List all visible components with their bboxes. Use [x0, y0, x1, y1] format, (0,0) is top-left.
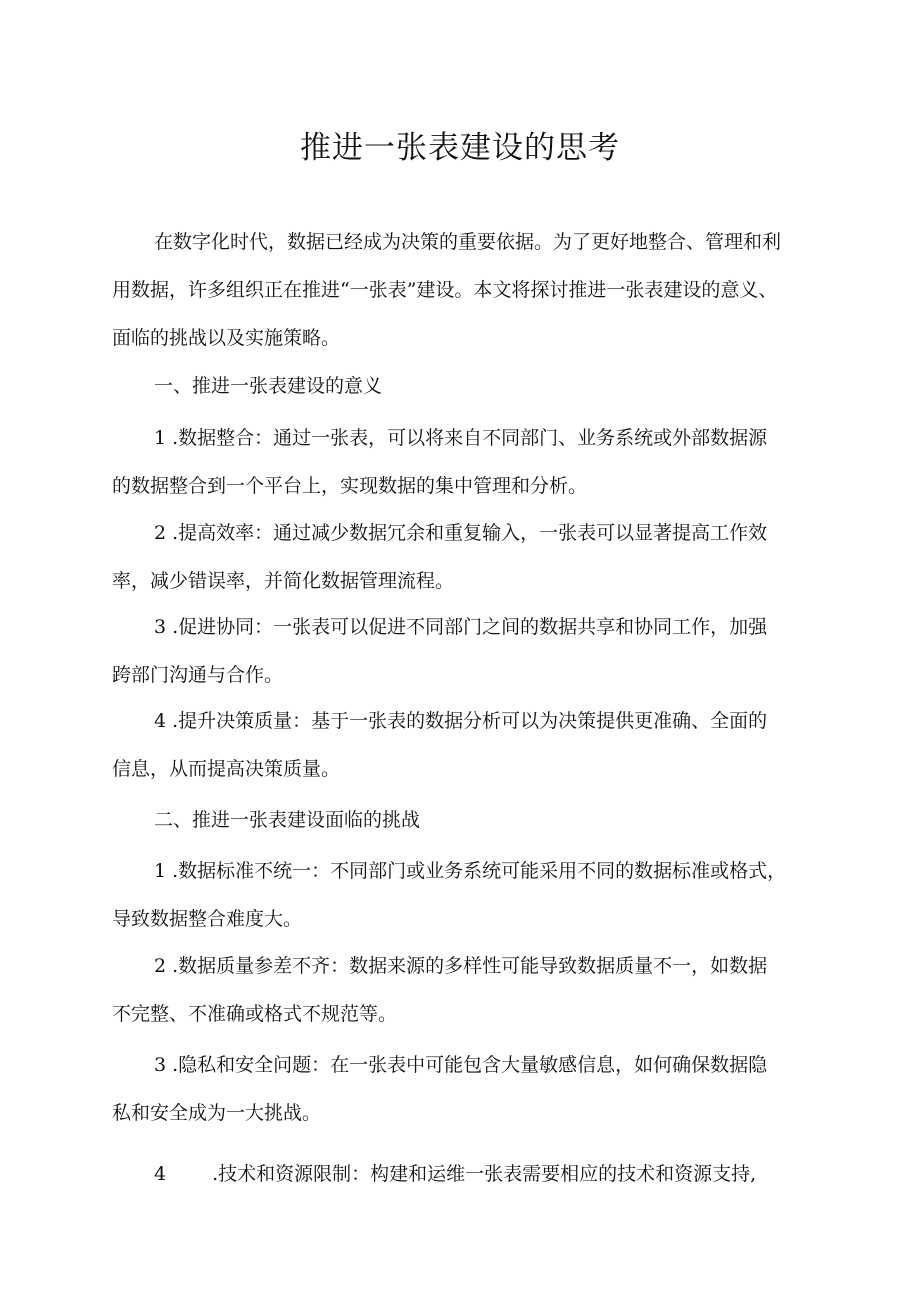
- section-1-item-4-line-2: 信息，从而提高决策质量。: [112, 758, 341, 780]
- section-2-heading-text: 二、推进一张表建设面临的挑战: [154, 809, 421, 831]
- item-number: 1: [154, 427, 167, 449]
- section-1-item-3-line-2: 跨部门沟通与合作。: [112, 664, 284, 686]
- item-text: .提升决策质量：基于一张表的数据分析可以为决策提供更准确、全面的: [172, 710, 768, 732]
- item-number: 3: [154, 1054, 167, 1076]
- section-2-item-1: [112, 847, 812, 943]
- item-number: 4: [154, 1163, 167, 1185]
- section-1-heading: [112, 362, 812, 410]
- section-1-item-3-line-1: [112, 603, 812, 651]
- section-1-heading-text: 一、推进一张表建设的意义: [154, 375, 383, 397]
- item-number: 2: [154, 522, 167, 544]
- section-2-heading: [112, 796, 812, 844]
- section-1-item-1-line-2: 的数据整合到一个平台上，实现数据的集中管理和分析。: [112, 475, 588, 497]
- item-text: .技术和资源限制：构建和运维一张表需要相应的技术和资源支持,: [212, 1163, 757, 1185]
- item-text: .隐私和安全问题：在一张表中可能包含大量敏感信息，如何确保数据隐: [172, 1054, 768, 1076]
- section-2-item-4-line-1: [112, 1150, 812, 1198]
- section-1-item-2: [112, 509, 812, 605]
- section-2-item-3: [112, 1041, 812, 1137]
- section-2-item-1-line-1: [112, 847, 812, 895]
- item-text: .数据质量参差不齐：数据来源的多样性可能导致数据质量不一，如数据: [172, 955, 768, 977]
- item-text: .数据标准不统一：不同部门或业务系统可能采用不同的数据标准或格式，: [172, 860, 787, 882]
- document-title: 推进一张表建设的思考: [300, 130, 620, 166]
- item-text: .提高效率：通过减少数据冗余和重复输入，一张表可以显著提高工作效: [172, 522, 768, 544]
- intro-line-3: 面临的挑战以及实施策略。: [112, 327, 341, 349]
- section-2-item-2-line-2: 不完整、不准确或格式不规范等。: [112, 1003, 398, 1025]
- item-number: 1: [154, 860, 167, 882]
- section-2-item-3-line-1: [112, 1041, 812, 1089]
- section-1-item-4: [112, 697, 812, 793]
- intro-line-1: 在数字化时代，数据已经成为决策的重要依据。为了更好地整合、管理和利: [154, 231, 782, 253]
- item-number: 4: [154, 710, 167, 732]
- item-number: 2: [154, 955, 167, 977]
- intro-line-2: 用数据，许多组织正在推进“一张表”建设。本文将探讨推进一张表建设的意义、: [112, 279, 778, 301]
- item-text: .数据整合：通过一张表，可以将来自不同部门、业务系统或外部数据源: [172, 427, 768, 449]
- item-number: 3: [154, 616, 167, 638]
- section-1-item-2-line-2: 率，减少错误率，并简化数据管理流程。: [112, 570, 455, 592]
- section-2-item-1-line-2: 导致数据整合难度大。: [112, 908, 303, 930]
- section-1-item-3: [112, 603, 812, 699]
- section-1-item-1-line-1: [112, 414, 812, 462]
- intro-paragraph: [112, 218, 812, 362]
- section-2-item-4: [112, 1150, 812, 1198]
- item-text: .促进协同：一张表可以促进不同部门之间的数据共享和协同工作，加强: [172, 616, 768, 638]
- section-2-item-2-line-1: [112, 942, 812, 990]
- section-1-item-2-line-1: [112, 509, 812, 557]
- section-1-item-4-line-1: [112, 697, 812, 745]
- section-2-item-2: [112, 942, 812, 1038]
- section-2-item-3-line-2: 私和安全成为一大挑战。: [112, 1102, 322, 1124]
- section-1-item-1: [112, 414, 812, 510]
